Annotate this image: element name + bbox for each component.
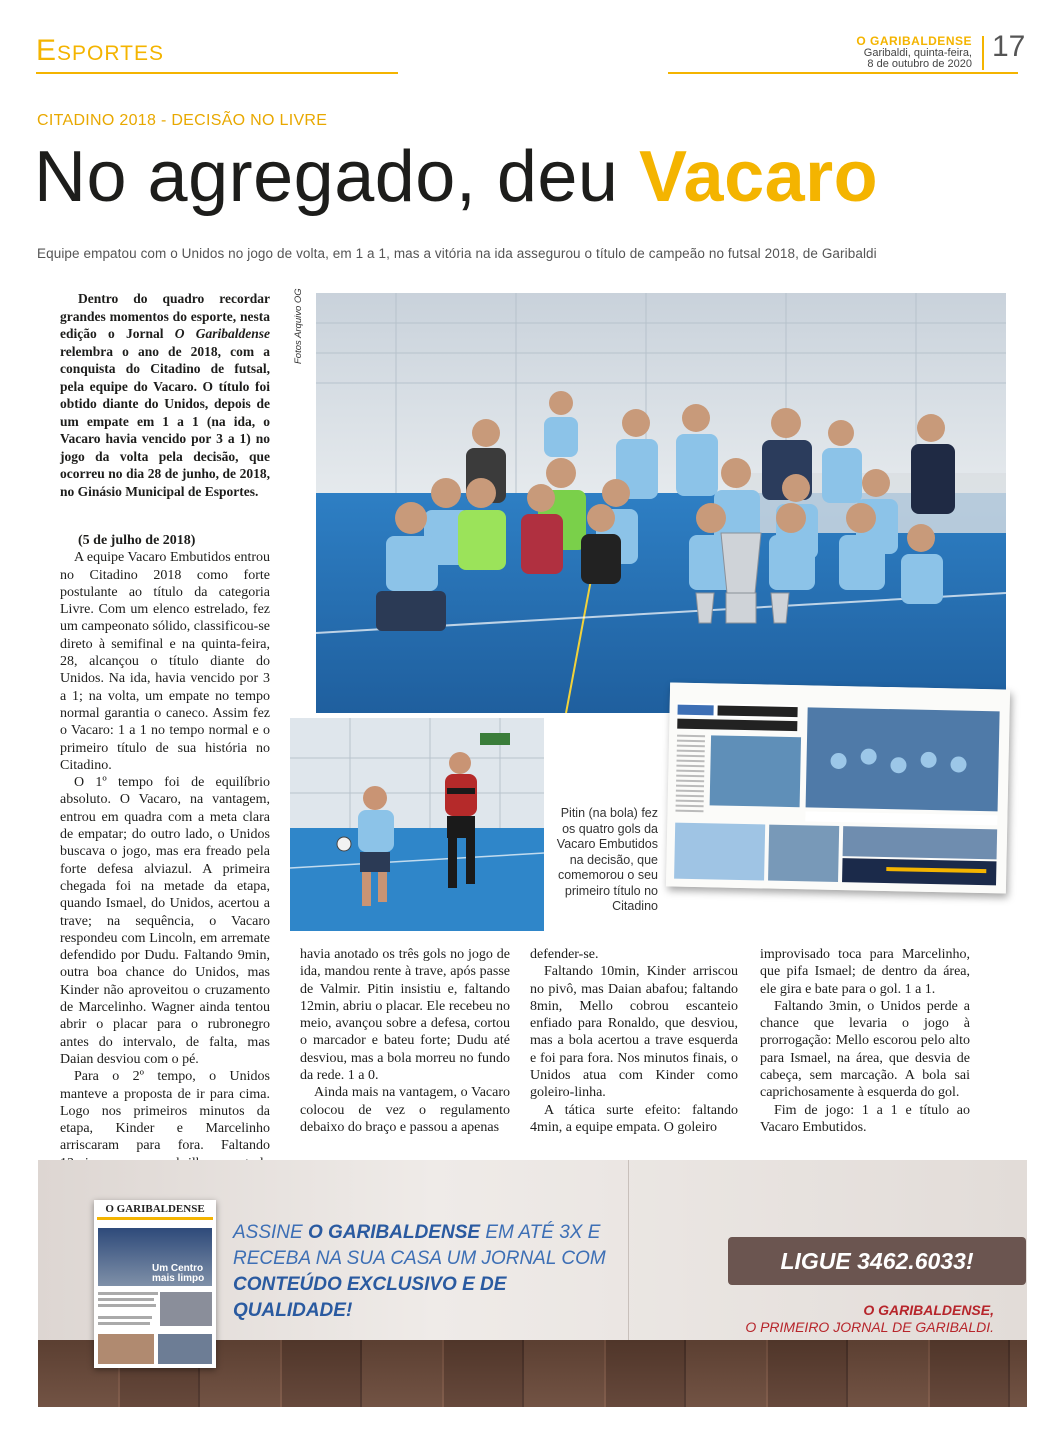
photo-caption: Pitin (na bola) fez os quatro gols da Vacaro Embutidos na decisão, que comemorou o seu primeiro título no Citadino bbox=[556, 806, 658, 913]
body-paragraph: Ainda mais na vantagem, o Vacaro colocou de vez o regulamento debaixo do braço e passou a apenas bbox=[300, 1085, 510, 1135]
team-photo bbox=[316, 293, 1006, 713]
ad-copy: ASSINE O GARIBALDENSE EM ATÉ 3X E RECEBA NA SUA CASA UM JORNAL COM CONTEÚDO EXCLUSIVO E DE QUALIDADE! bbox=[233, 1222, 606, 1321]
newspaper-name: O GARIBALDENSE bbox=[856, 34, 972, 48]
ad-paper-line bbox=[98, 1292, 158, 1295]
team-photo-image bbox=[316, 293, 1006, 713]
clipping-image bbox=[666, 682, 1010, 893]
body-paragraph: A equipe Vacaro Embutidos entrou no Citadino 2018 como forte postulante ao título da categoria Livre. Com um elenco estrelado, fez um campeonato sólido, classificou-se direto à semifinal e na quinta-feira, 28, alcançou o título diante do Unidos. Na ida, havia vencido por 3 a 1; na volta, um empate no tempo normal garantia o caneco. Assim fez o Vacaro: 1 a 1 no tempo normal e o primeiro título de sua história no Citadino. bbox=[60, 550, 270, 773]
article-column-2 bbox=[300, 946, 510, 1136]
section-title: Esportes bbox=[36, 34, 164, 67]
body-paragraph: O 1º tempo foi de equilíbrio absoluto. O Vacaro, na vantagem, entrou em quadra com a meta clara de empatar; do outro lado, o Unidos buscava o jogo, mas era freado pela forte defesa alviazul. A primeira chegada foi na metade da etapa, quando Ismael, do Unidos, acertou a trave; na sequência, o Vacaro respondeu com Lincoln, em arremate defendido por Dudu. Faltando 9min, outra boa chance do Unidos, mas Kinder não aproveitou o cruzamento de Marcelinho. Wagner ainda tentou abrir o placar para o rubronegro antes do intervalo, de falta, mas Daian desviou com o pé. bbox=[60, 775, 270, 1067]
ad-paper-photo-small bbox=[158, 1334, 212, 1364]
ad-paper-line bbox=[98, 1316, 152, 1319]
page-divider bbox=[982, 36, 984, 70]
ad-slogan-line-1: O GARIBALDENSE, bbox=[863, 1302, 994, 1318]
ad-paper-line bbox=[98, 1304, 156, 1307]
page-number: 17 bbox=[992, 30, 1026, 63]
ad-wall-line bbox=[628, 1160, 629, 1340]
body-paragraph: Faltando 3min, o Unidos perde a chance que levaria o jogo à prorrogação: Mello escorou pelo alto para Ismael, na área, que desvia de cabeça, sem marcação. A bola sai caprichosamente à esquerda do gol. bbox=[760, 998, 970, 1101]
article-column-1 bbox=[60, 290, 270, 1189]
ad-paper-name: O GARIBALDENSE bbox=[105, 1203, 205, 1215]
body-paragraph: havia anotado os três gols no jogo de ida, mandou rente à trave, após passe de Valmir. Pitin insistiu e, faltando 12min, abriu o placar. Ele recebeu no meio, avançou sobre a defesa, cortou o marcador e bateu forte; Dudu até desviou, mas a bola morreu no fundo da rede. 1 a 0. bbox=[300, 947, 510, 1084]
dateline: (5 de julho de 2018) bbox=[78, 533, 196, 548]
lead-paragraph: Dentro do quadro recordar grandes momentos do esporte, nesta edição o Jornal O Garibaldense relembra o ano de 2018, com a conquista do Citadino de futsal, pela equipe do Vacaro. O título foi obtido diante do Unidos, depois de um empate em 1 a 1 (na ida, o Vacaro havia vencido por 3 a 1) no jogo da volta pela decisão, que ocorreu no dia 28 de junho, de 2018, no Ginásio Municipal de Esportes. bbox=[60, 291, 270, 499]
body-paragraph: Para o 2º tempo, o Unidos manteve a proposta de ir para cima. Logo nos primeiros minutos da etapa, Kinder e Marcelinho arriscaram para fora. Faltando bbox=[60, 1069, 270, 1154]
ad-brand: O GARIBALDENSE bbox=[307, 1222, 481, 1243]
body-paragraph: improvisado toca para Marcelinho, que pifa Ismael; de dentro da área, ele gira e bate para o gol. 1 a 1. bbox=[760, 947, 970, 997]
action-photo-image bbox=[290, 718, 544, 931]
article-kicker: CITADINO 2018 - DECISÃO NO LIVRE bbox=[37, 112, 328, 129]
headline-text: No agregado, deu bbox=[34, 137, 639, 217]
photo-credit: Fotos Arquivo OG bbox=[293, 288, 304, 364]
date-line-1: Garibaldi, quinta-feira, bbox=[863, 46, 972, 59]
date-line-2: 8 de outubro de 2020 bbox=[867, 58, 972, 71]
body-paragraph: Fim de jogo: 1 a 1 e título ao Vacaro Embutidos. bbox=[760, 1102, 970, 1135]
body-paragraph: Faltando 10min, Kinder arriscou no pivô, mas Daian abafou; faltando 8min, Mello cobrou escanteio enfiado para Ronaldo, que desviou, mas a bola acertou a trave esquerda e foi para fora. Nos minutos finais, o Unidos atua com Kinder como goleiro-linha. bbox=[530, 964, 738, 1101]
article-column-3 bbox=[530, 946, 738, 1136]
article-column-4 bbox=[760, 946, 970, 1136]
header-rule-left bbox=[36, 72, 398, 74]
newspaper-name-italic: O Garibaldense bbox=[174, 326, 270, 341]
ad-copy-emphasis: CONTEÚDO EXCLUSIVO E DE QUALIDADE! bbox=[233, 1274, 507, 1321]
ad-slogan bbox=[698, 1302, 994, 1336]
body-paragraph: defender-se. bbox=[530, 947, 599, 962]
ad-phone-button[interactable]: LIGUE 3462.6033! bbox=[728, 1237, 1026, 1285]
subheadline: Equipe empatou com o Unidos no jogo de volta, em 1 a 1, mas a vitória na ida assegurou o título de campeão no futsal 2018, de Garibaldi bbox=[37, 246, 877, 261]
ad-paper-line bbox=[98, 1298, 154, 1301]
headline-highlight: Vacaro bbox=[638, 137, 879, 217]
ad-paper-photo-small bbox=[98, 1334, 154, 1364]
subscription-ad[interactable] bbox=[38, 1160, 1027, 1407]
action-photo bbox=[290, 718, 544, 931]
newspaper-clipping bbox=[666, 682, 1010, 893]
masthead bbox=[856, 35, 972, 71]
ad-newspaper-image bbox=[94, 1200, 216, 1368]
header-rule-right bbox=[668, 72, 1018, 74]
ad-paper-bar bbox=[97, 1217, 213, 1220]
ad-paper-line bbox=[98, 1322, 150, 1325]
ad-paper-headline: Um Centro mais limpo bbox=[152, 1263, 205, 1284]
ad-paper-photo-small bbox=[160, 1292, 212, 1326]
headline bbox=[34, 136, 878, 218]
body-paragraph: A tática surte efeito: faltando 4min, a equipe empata. O goleiro bbox=[530, 1102, 738, 1135]
ad-slogan-line-2: O PRIMEIRO JORNAL DE GARIBALDI. bbox=[745, 1319, 994, 1335]
